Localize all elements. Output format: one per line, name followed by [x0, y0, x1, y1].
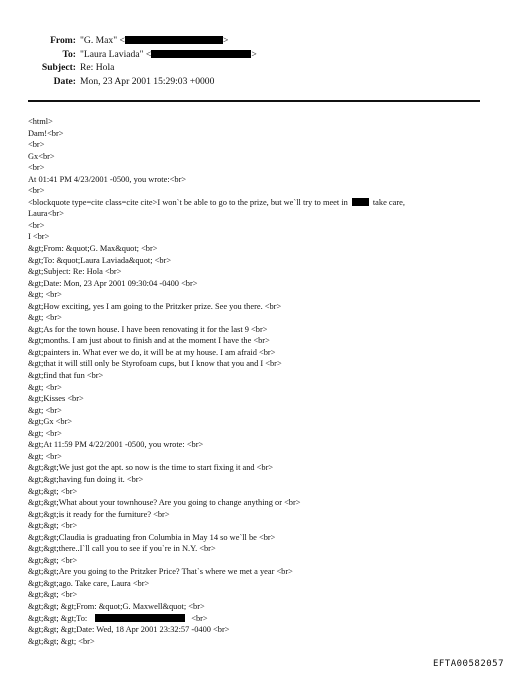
header-divider	[28, 100, 480, 102]
body-line: &gt;&gt;We just got the apt. so now is the time to start fixing it and <br>	[28, 463, 274, 473]
email-header	[0, 34, 512, 88]
body-line: &gt;&gt;What about your townhouse? Are you going to change anything or <br>	[28, 498, 301, 508]
body-line: &gt;&gt; <br>	[28, 486, 78, 496]
subject-label: Subject:	[41, 62, 76, 74]
redaction-box	[95, 614, 185, 622]
body-line: &gt;Gx <br>	[28, 417, 73, 427]
body-line: &gt; <br>	[28, 428, 62, 438]
body-line: &gt;&gt;having fun doing it. <br>	[28, 474, 144, 484]
to-value: "Laura Laviada" < >	[80, 48, 257, 60]
body-line: &gt;To: &quot;Laura Laviada&quot; <br>	[28, 255, 172, 265]
body-line: &gt;Subject: Re: Hola <br>	[28, 267, 122, 277]
body-line: &gt;&gt; <br>	[28, 590, 78, 600]
document-id: EFTA00582057	[432, 659, 504, 669]
body-line: &gt;&gt; &gt; <br>	[28, 636, 95, 646]
body-line: Laura<br>	[28, 209, 64, 219]
body-line: &gt;From: &quot;G. Max&quot; <br>	[28, 244, 158, 254]
body-line: &gt;&gt;Are you going to the Pritzker Price? That`s where we met a year <br>	[28, 567, 293, 577]
body-line: &gt;months. I am just about to finish and at the moment I have the <br>	[28, 336, 270, 346]
body-line: &gt;that it will still only be Styrofoam cups, but I know that you and I <br>	[28, 359, 282, 369]
body-line: <blockquote type=cite class=cite cite>I won`t be able to go to the prize, but we`ll try to meet in take care,	[28, 197, 405, 207]
body-line: &gt;&gt;ago. Take care, Laura <br>	[28, 578, 150, 588]
body-line: <br>	[28, 220, 45, 230]
body-line: Gx<br>	[28, 151, 55, 161]
body-line: &gt;At 11:59 PM 4/22/2001 -0500, you wrote: <br>	[28, 440, 204, 450]
body-line: &gt;Kisses <br>	[28, 394, 84, 404]
body-line: <br>	[28, 186, 45, 196]
body-line: &gt;&gt; <br>	[28, 521, 78, 531]
date-label: Date:	[53, 75, 76, 87]
body-line: &gt;How exciting, yes I am going to the Pritzker prize. See you there. <br>	[28, 301, 282, 311]
body-line: Dam!<br>	[28, 128, 64, 138]
body-line: &gt;&gt;is it ready for the furniture? <br>	[28, 509, 170, 519]
subject-row	[0, 61, 512, 75]
body-line: &gt; <br>	[28, 382, 62, 392]
subject-value: Re: Hola	[80, 62, 115, 74]
redaction-box	[151, 50, 251, 58]
body-line: &gt;&gt;there..I`ll call you to see if you`re in N.Y. <br>	[28, 544, 216, 554]
body-line: &gt;find that fun <br>	[28, 371, 104, 381]
body-line: <br>	[28, 140, 45, 150]
body-line: &gt; <br>	[28, 313, 62, 323]
from-value: "G. Max" < >	[80, 35, 229, 46]
email-body	[28, 116, 480, 647]
redaction-box	[352, 198, 369, 206]
body-line: &gt; <br>	[28, 290, 62, 300]
body-line: &gt;painters in. What ever we do, it will be at my house. I am afraid <br>	[28, 347, 276, 357]
body-line: &gt; <br>	[28, 405, 62, 415]
redaction-box	[125, 36, 223, 44]
date-row	[0, 75, 512, 89]
body-line: &gt;As for the town house. I have been renovating it for the last 9 <br>	[28, 324, 268, 334]
body-line: &gt; <br>	[28, 451, 62, 461]
body-line: <html>	[28, 117, 53, 126]
from-row	[0, 34, 512, 48]
to-row	[0, 48, 512, 62]
body-line: &gt;&gt; &gt;Date: Wed, 18 Apr 2001 23:32:57 -0400 <br>	[28, 625, 230, 635]
body-line: &gt;&gt; &gt;To: <br>	[28, 613, 208, 623]
body-line: &gt;&gt; &gt;From: &quot;G. Maxwell&quot; <br>	[28, 601, 205, 611]
body-line: &gt;Date: Mon, 23 Apr 2001 09:30:04 -0400 <br>	[28, 278, 198, 288]
from-label: From:	[50, 35, 76, 46]
to-label: To:	[62, 48, 76, 60]
body-line: I <br>	[28, 232, 50, 242]
date-value: Mon, 23 Apr 2001 15:29:03 +0000	[80, 75, 215, 87]
body-line: <br>	[28, 163, 45, 173]
body-line: &gt;&gt; <br>	[28, 555, 78, 565]
body-line: At 01:41 PM 4/23/2001 -0500, you wrote:<br>	[28, 174, 187, 184]
body-line: &gt;&gt;Claudia is graduating fron Columbia in May 14 so we`ll be <br>	[28, 532, 276, 542]
